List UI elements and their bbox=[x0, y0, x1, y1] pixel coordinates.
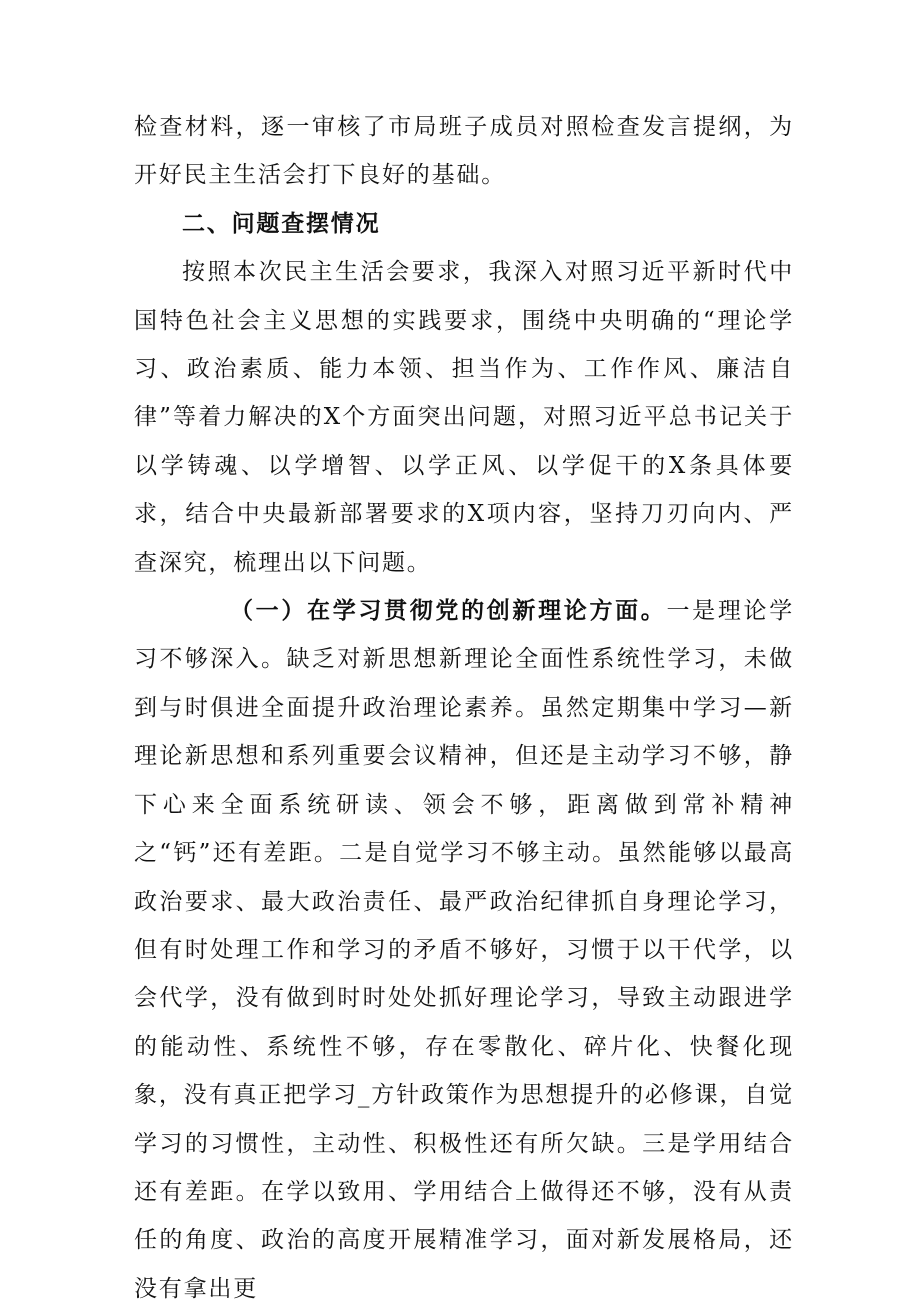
paragraph-subsection-1 bbox=[134, 587, 794, 1313]
section-heading: 二、问题查摆情况 bbox=[182, 209, 381, 237]
subsection-heading: （一）在学习贯彻党的创新理论方面。 bbox=[230, 597, 667, 625]
paragraph-intro: 按照本次民主生活会要求，我深入对照习近平新时代中国特色社会主义思想的实践要求，围绕中央明确的“理论学习、政治素质、能力本领、担当作为、工作作风、廉洁自律”等着力解决的X个方面突出问题，对照习近平总书记关于以学铸魂、以学增智、以学正风、以学促干的X条具体要求，结合中央最新部署要求的X项内容，坚持刀刃向内、严查深究，梳理出以下问题。 bbox=[134, 259, 794, 576]
paragraph-continuation: 检查材料，逐一审核了市局班子成员对照检查发言提纲，为开好民主生活会打下良好的基础。 bbox=[134, 114, 794, 189]
document-body bbox=[134, 103, 794, 1313]
subsection-body: 一是理论学习不够深入。缺乏对新思想新理论全面性系统性学习，未做到与时俱进全面提升政治理论素养。虽然定期集中学习—新理论新思想和系列重要会议精神，但还是主动学习不够，静下心来全面系统研读、领会不够，距离做到常补精神之“钙”还有差距。二是自觉学习不够主动。虽然能够以最高政治要求、最大政治责任、最严政治纪律抓自身理论学习，但有时处理工作和学习的矛盾不够好，习惯于以干代学，以会代学，没有做到时时处处抓好理论学习，导致主动跟进学的能动性、系统性不够，存在零散化、碎片化、快餐化现象，没有真正把学习_方针政策作为思想提升的必修课，自觉学习的习惯性，主动性、积极性还有所欠缺。三是学用结合还有差距。在学以致用、学用结合上做得还不够，没有从责任的角度、政治的高度开展精准学习，面对新发展格局，还没有拿出更 bbox=[134, 598, 795, 1302]
